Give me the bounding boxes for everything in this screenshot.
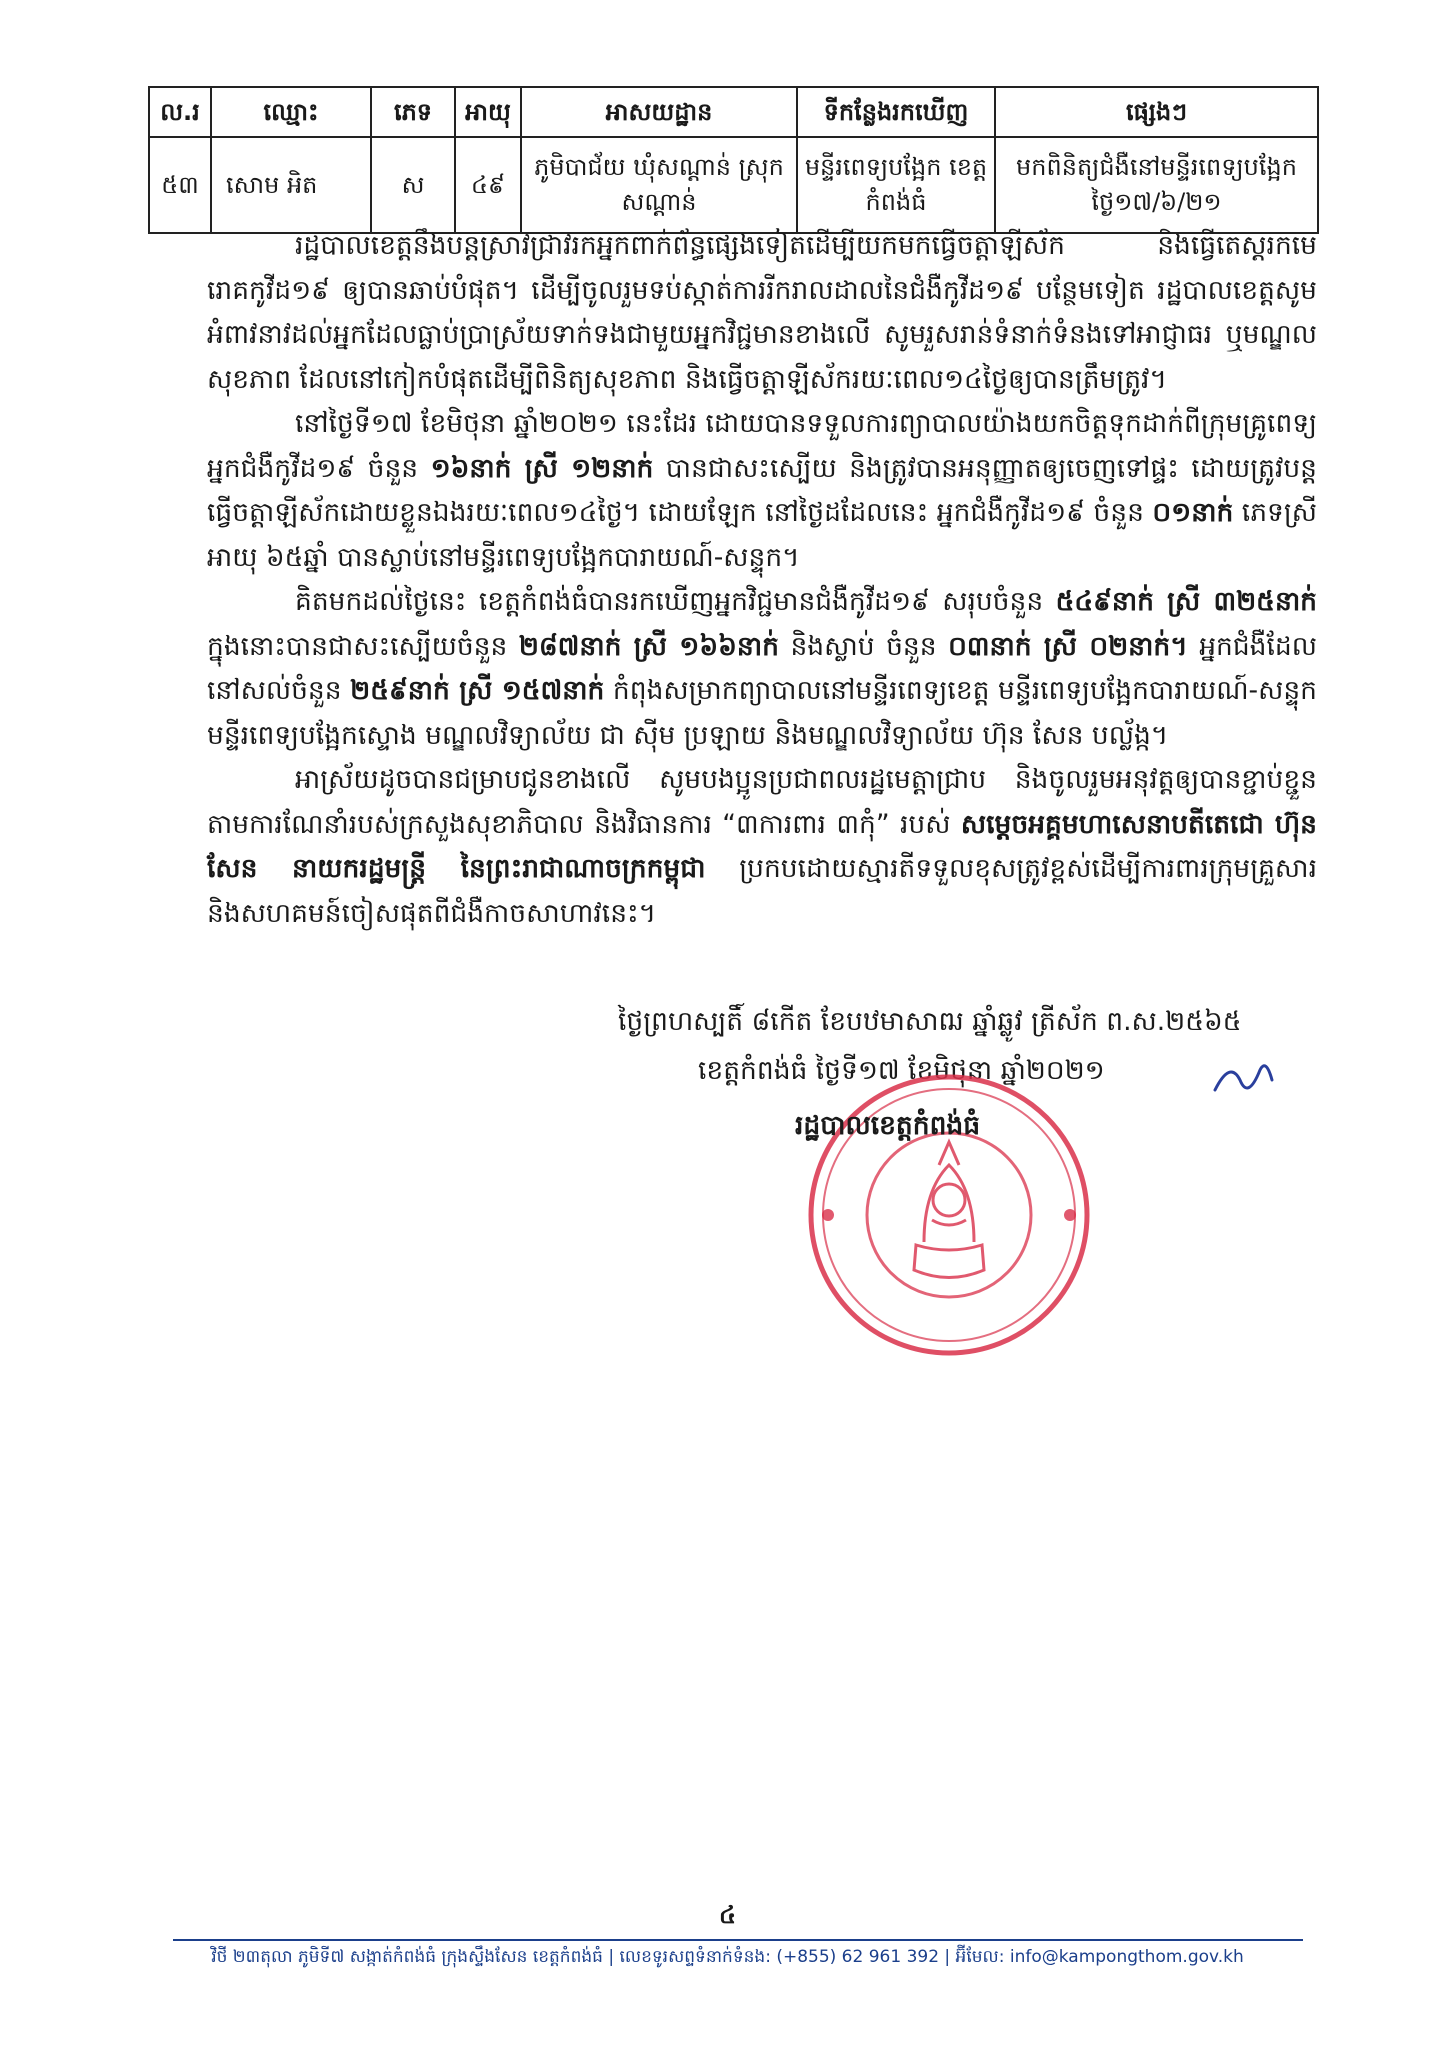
page-number: ៤ <box>719 1901 736 1929</box>
handwritten-signature <box>1210 1050 1280 1110</box>
paragraph-text: បានជាសះស្បើយ និងត្រូវបានអនុញ្ញាតឲ្យចេញទៅផ្ទះ ដោយត្រូវបន្តធ្វើចត្តាឡីស័កដោយខ្លួនឯងរយៈពេល១៤ថ្ងៃ។ ដោយឡែក នៅថ្ងៃដដែលនេះ អ្នកជំងឺកូវីដ១៩ ចំនួន <box>207 452 1317 528</box>
paragraph-text: ភេទស្រី អាយុ ៦៥ឆ្នាំ បានស្លាប់នៅមន្ទីរពេទ្យបង្អែកបារាយណ៍-សន្ទុក។ <box>207 497 1317 573</box>
body-text <box>207 224 1317 936</box>
paragraph-text: ក្នុងនោះបានជាសះស្បើយចំនួន <box>207 630 508 662</box>
paragraph-text: អ្នកជំងឺដែលនៅសល់ចំនួន <box>207 630 1317 706</box>
table-header-row <box>149 87 1318 137</box>
recovered-count: ១៦នាក់ ស្រី ១២នាក់ <box>430 452 654 484</box>
paragraph-followup <box>207 224 1317 402</box>
cell-name: សោម អិត <box>211 137 371 233</box>
signatory: រដ្ឋបាលខេត្តកំពង់ធំ <box>795 1110 981 1141</box>
header-age: អាយុ <box>455 87 521 137</box>
header-found-at: ទីកន្លែងរកឃើញ <box>797 87 995 137</box>
death-count: ០១នាក់ <box>1152 497 1234 528</box>
paragraph-totals <box>207 580 1317 758</box>
paragraph-text: ប្រកបដោយស្មារតីទទួលខុសត្រូវខ្ពស់ដើម្បីការពារក្រុមគ្រួសារ និងសហគមន៍ចៀសផុតពីជំងឺកាចសាហាវនេះ។ <box>207 853 1317 929</box>
paragraph-text: អាស្រ័យដូចបានជម្រាបជូនខាងលើ សូមបងប្អូនប្រជាពលរដ្ឋមេត្តាជ្រាប និងចូលរួមអនុវត្តឲ្យបានខ្ជាប់ខ្ជួនតាមការណែនាំរបស់ក្រសួងសុខាភិបាល និងវិធានការ “៣ការពារ ៣កុំ” របស់ <box>207 764 1317 840</box>
lunar-date: ថ្ងៃព្រហស្បតិ៍ ៨កើត ខែបឋមាសាឍ ឆ្នាំឆ្លូវ ត្រីស័ក ព.ស.២៥៦៥ <box>618 1006 1242 1037</box>
paragraph-text: រដ្ឋបាលខេត្តនឹងបន្តស្រាវជ្រាវរកអ្នកពាក់ព័ន្ធផ្សេងទៀតដើម្បីយកមកធ្វើចត្តាឡីស័ក និងធ្វើតេស្តរកមេរោគកូវីដ១៩ ឲ្យបានឆាប់បំផុត។ ដើម្បីចូលរួមទប់ស្កាត់ការរីករាលដាលនៃជំងឺកូវីដ១៩ បន្ថែមទៀត រដ្ឋបាលខេត្តសូមអំពាវនាវដល់អ្នកដែលធ្លាប់ប្រាស្រ័យទាក់ទងជាមួយអ្នកវិជ្ជមានខាងលើ សូមរួសរាន់ទំនាក់ទំនងទៅអាជ្ញាធរ ឬមណ្ឌលសុខភាព ដែលនៅកៀកបំផុតដើម្បីពិនិត្យសុខភាព និងធ្វើចត្តាឡីស័ករយៈពេល១៤ថ្ងៃឲ្យបានត្រឹមត្រូវ។ <box>207 230 1317 395</box>
paragraph-text: គិតមកដល់ថ្ងៃនេះ ខេត្តកំពង់ធំបានរកឃើញអ្នកវិជ្ជមានជំងឺកូវីដ១៩ សរុបចំនួន <box>295 586 1044 617</box>
paragraph-appeal <box>207 758 1317 936</box>
header-number: ល.រ <box>149 87 211 137</box>
header-notes: ផ្សេងៗ <box>995 87 1318 137</box>
total-deaths: ០៣នាក់ ស្រី ០២នាក់។ <box>948 630 1188 662</box>
cell-address: ភូមិបាជ័យ ឃុំសណ្តាន់ ស្រុកសណ្តាន់ <box>521 137 797 233</box>
header-sex: ភេទ <box>371 87 455 137</box>
paragraph-text: កំពុងសម្រាកព្យាបាលនៅមន្ទីរពេទ្យខេត្ត មន្ទីរពេទ្យបង្អែកបារាយណ៍-សន្ទុក មន្ទីរពេទ្យបង្អែកស្ទោង មណ្ឌលវិទ្យាល័យ ជា ស៊ីម ប្រឡាយ និងមណ្ឌលវិទ្យាល័យ ហ៊ុន សែន បល្ល័ង្ក។ <box>207 675 1317 751</box>
cell-number: ៥៣ <box>149 137 211 233</box>
solar-date: ខេត្តកំពង់ធំ ថ្ងៃទី១៧ ខែមិថុនា ឆ្នាំ២០២១ <box>698 1055 1105 1086</box>
cell-notes: មកពិនិត្យជំងឺនៅមន្ទីរពេទ្យបង្អែក ថ្ងៃ១៧/៦/២១ <box>995 137 1318 233</box>
cell-age: ៤៩ <box>455 137 521 233</box>
paragraph-text: និងស្លាប់ ចំនួន <box>790 630 937 662</box>
total-recovered: ២៨៧នាក់ ស្រី ១៦៦នាក់ <box>518 630 779 662</box>
header-address: អាសយដ្ឋាន <box>521 87 797 137</box>
prime-minister-title: សម្តេចអគ្គមហាសេនាបតីតេជោ ហ៊ុន សែន នាយករដ្ឋមន្ត្រី នៃព្រះរាជាណាចក្រកម្ពុជា <box>207 808 1317 884</box>
paragraph-text: នៅថ្ងៃទី១៧ ខែមិថុនា ឆ្នាំ២០២១ នេះដែរ ដោយបានទទួលការព្យាបាលយ៉ាងយកចិត្តទុកដាក់ពីក្រុមគ្រូពេទ្យ អ្នកជំងឺកូវីដ១៩ ចំនួន <box>207 408 1317 484</box>
header-name: ឈ្មោះ <box>211 87 371 137</box>
table-row <box>149 137 1318 233</box>
case-table <box>148 86 1319 234</box>
active-cases: ២៥៩នាក់ ស្រី ១៥៧នាក់ <box>350 675 605 706</box>
cell-sex: ស <box>371 137 455 233</box>
total-positive: ៥៤៩នាក់ ស្រី ៣២៥នាក់ <box>1055 586 1317 617</box>
footer-contact: វិថី ២៣តុលា ភូមិទី៧ សង្កាត់កំពង់ធំ ក្រុងស្ទឹងសែន ខេត្តកំពង់ធំ | លេខទូរសព្ទទំនាក់ទំនង: (+855) 62 961 392 | អ៊ីមែល: info@kampongthom.gov.kh <box>211 1947 1244 1967</box>
cell-found-at: មន្ទីរពេទ្យបង្អែក ខេត្តកំពង់ធំ <box>797 137 995 233</box>
footer-divider <box>173 1939 1303 1941</box>
paragraph-recovered-today <box>207 402 1317 580</box>
